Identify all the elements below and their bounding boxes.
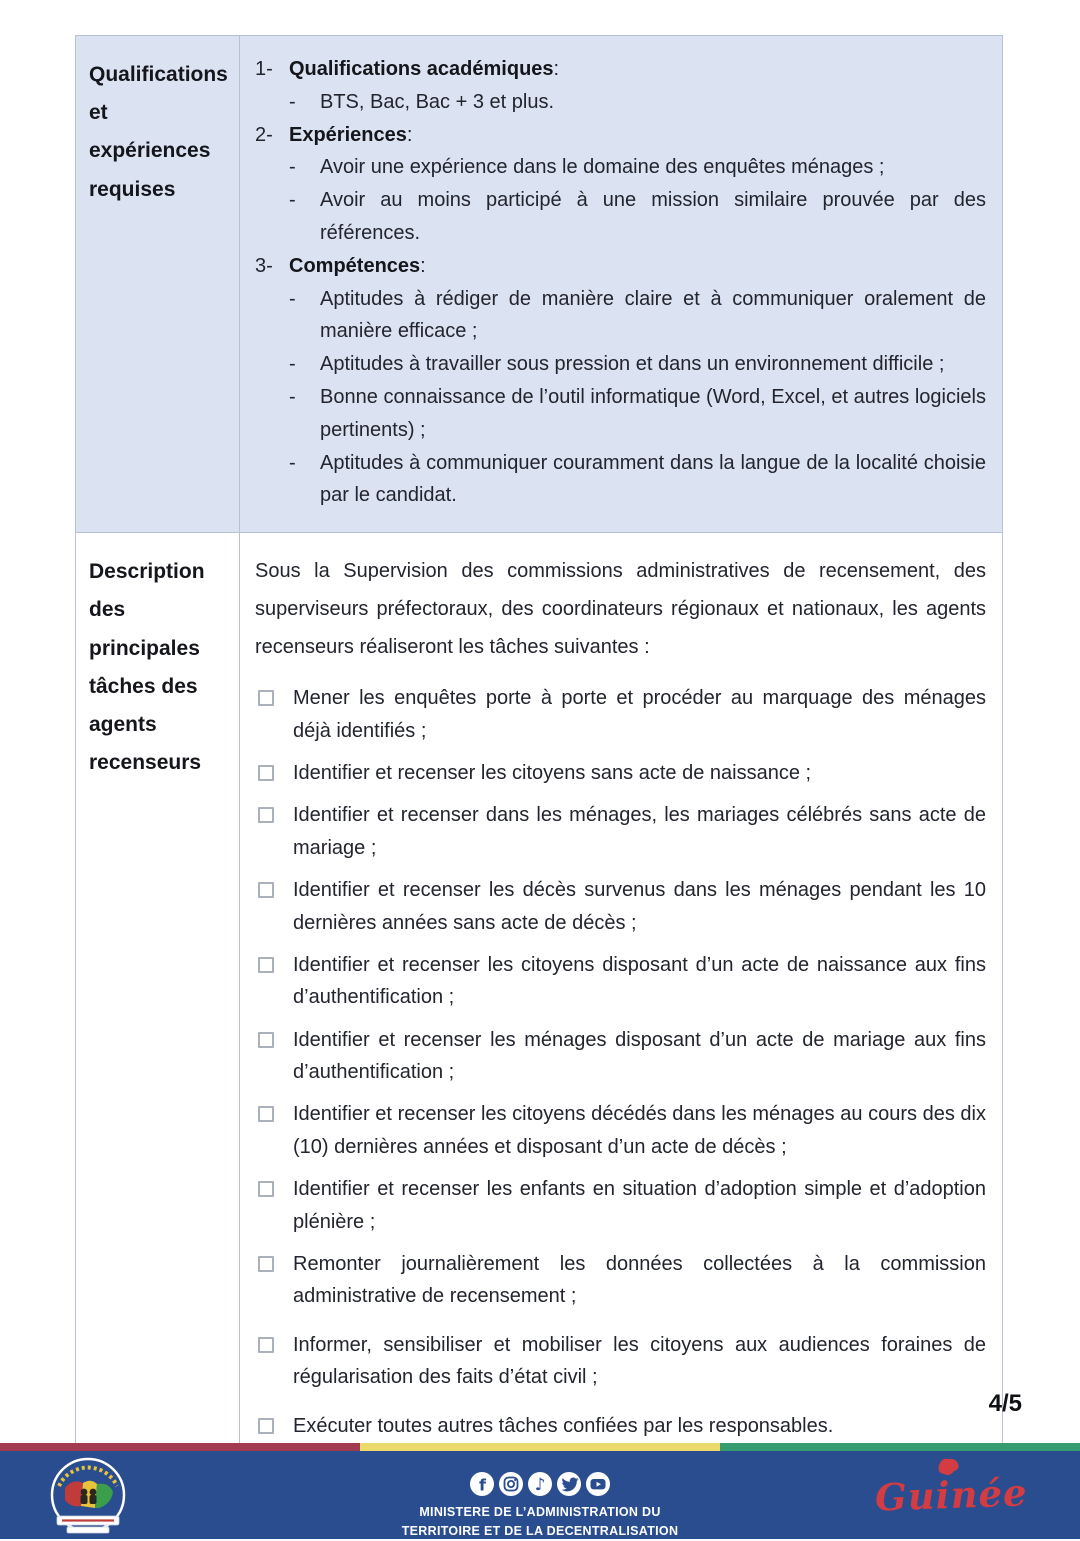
- tasks-intro-paragraph: Sous la Supervision des commissions administratives de recensement, des superviseurs préfectoraux, des coordinateurs régionaux et nationaux, les agents recenseurs réaliseront les tâches suivantes :: [255, 560, 986, 659]
- task-item-text: Informer, sensibiliser et mobiliser les citoyens aux audiences foraines de régularisation des faits d’état civil ;: [293, 1333, 986, 1389]
- section-heading: [255, 119, 986, 152]
- checkbox-bullet-icon: [258, 1181, 274, 1197]
- tasks-list: [255, 682, 986, 1442]
- task-item: [255, 1329, 986, 1394]
- task-item-text: Identifier et recenser les enfants en situation d’adoption simple et d’adoption plénière ;: [293, 1178, 986, 1233]
- page-footer: [0, 1443, 1080, 1539]
- bullet-item-text: Aptitudes à rédiger de manière claire et à communiquer oralement de manière efficace ;: [320, 287, 986, 343]
- dash-bullet: -: [289, 287, 296, 310]
- section-title: Qualifications académiques: [289, 58, 554, 80]
- bullet-item: [255, 151, 986, 184]
- task-item-text: Remonter journalièrement les données collectées à la commission administrative de recensement ;: [293, 1253, 986, 1308]
- youtube-icon: [586, 1472, 610, 1496]
- bullet-item: [255, 184, 986, 250]
- dash-bullet: -: [289, 451, 296, 474]
- task-item: [255, 799, 986, 864]
- bullet-item: [255, 86, 986, 119]
- section-title-suffix: :: [420, 254, 426, 277]
- page-number: 4/5: [988, 1390, 1022, 1417]
- section-heading: [255, 53, 986, 86]
- footer-band: [0, 1451, 1080, 1539]
- recruitment-table: [75, 35, 1003, 1463]
- task-item: [255, 1024, 986, 1089]
- svg-text:f: f: [479, 1475, 486, 1495]
- ministry-name-line1: MINISTERE DE L’ADMINISTRATION DU: [419, 1505, 661, 1519]
- dash-bullet: -: [289, 90, 296, 113]
- task-item: [255, 1410, 986, 1442]
- instagram-icon: [499, 1472, 523, 1496]
- tiktok-icon: [528, 1472, 552, 1496]
- task-item: [255, 1098, 986, 1163]
- task-item-text: Mener les enquêtes porte à porte et procéder au marquage des ménages déjà identifiés ;: [293, 687, 986, 742]
- task-item: [255, 1248, 986, 1313]
- checkbox-bullet-icon: [258, 1418, 274, 1434]
- table-row: [76, 36, 1002, 533]
- checkbox-bullet-icon: [258, 807, 274, 823]
- bullet-item-text: Bonne connaissance de l’outil informatique (Word, Excel, et autres logiciels pertinents) ;: [320, 385, 986, 441]
- guinee-brand-logo: Guinée: [874, 1470, 1029, 1520]
- checkbox-bullet-icon: [258, 1337, 274, 1353]
- task-item: [255, 874, 986, 939]
- section-title-suffix: :: [406, 123, 413, 146]
- task-item: [255, 682, 986, 747]
- checkbox-bullet-icon: [258, 690, 274, 706]
- bullet-item: [255, 381, 986, 447]
- qualifications-content: [240, 36, 1002, 532]
- task-item: [255, 949, 986, 1014]
- bullet-item: [255, 447, 986, 513]
- checkbox-bullet-icon: [258, 1032, 274, 1048]
- checkbox-bullet-icon: [258, 1256, 274, 1272]
- checkbox-bullet-icon: [258, 882, 274, 898]
- table-row: [76, 533, 1002, 1462]
- section-heading: [255, 250, 986, 283]
- bullet-item: [255, 283, 986, 349]
- row-header-qualifications: Qualifications et expériences requises: [76, 36, 240, 532]
- task-item-text: Exécuter toutes autres tâches confiées par les responsables.: [293, 1414, 834, 1437]
- task-item-text: Identifier et recenser les citoyens disposant d’un acte de naissance aux fins d’authentification ;: [293, 953, 986, 1009]
- section-number: 1-: [255, 58, 273, 80]
- task-item-text: Identifier et recenser les décès survenus dans les ménages pendant les 10 dernières années sans acte de décès ;: [293, 879, 986, 934]
- stripe-yellow: [360, 1443, 720, 1451]
- facebook-icon: [470, 1472, 494, 1496]
- flag-stripes: [0, 1443, 1080, 1451]
- task-item-text: Identifier et recenser les ménages disposant d’un acte de mariage aux fins d’authentification ;: [293, 1028, 986, 1084]
- bullet-item-text: Avoir une expérience dans le domaine des enquêtes ménages ;: [320, 156, 885, 179]
- task-item-text: Identifier et recenser les citoyens décédés dans les ménages au cours des dix (10) dernières années et disposant d’un acte de décès ;: [293, 1103, 986, 1158]
- bullet-item-text: Aptitudes à communiquer couramment dans la langue de la localité choisie par le candidat.: [320, 451, 986, 507]
- bullet-item-text: BTS, Bac, Bac + 3 et plus.: [320, 90, 555, 113]
- twitter-icon: [557, 1472, 581, 1496]
- task-item-text: Identifier et recenser dans les ménages, les mariages célébrés sans acte de mariage ;: [293, 804, 986, 859]
- bullet-item-text: Avoir au moins participé à une mission similaire prouvée par des références.: [320, 189, 986, 244]
- checkbox-bullet-icon: [258, 957, 274, 973]
- row-header-tasks: Description des principales tâches des agents recenseurs: [76, 533, 240, 1462]
- ministry-name-line2: TERRITOIRE ET DE LA DECENTRALISATION: [401, 1523, 679, 1538]
- checkbox-bullet-icon: [258, 1106, 274, 1122]
- dash-bullet: -: [289, 385, 296, 408]
- section-number: 2-: [255, 123, 273, 146]
- task-item: [255, 757, 986, 789]
- section-title: Compétences: [289, 254, 421, 277]
- bullet-item: [255, 348, 986, 381]
- section-number: 3-: [255, 254, 273, 277]
- dash-bullet: -: [289, 353, 296, 376]
- tasks-content: [240, 533, 1002, 1462]
- dash-bullet: -: [289, 189, 296, 212]
- task-item: [255, 1173, 986, 1238]
- checkbox-bullet-icon: [258, 765, 274, 781]
- task-item-text: Identifier et recenser les citoyens sans acte de naissance ;: [293, 761, 812, 784]
- bullet-item-text: Aptitudes à travailler sous pression et dans un environnement difficile ;: [320, 353, 945, 376]
- section-title-suffix: :: [553, 58, 560, 80]
- stripe-red: [0, 1443, 360, 1451]
- svg-text:♪: ♪: [534, 1475, 546, 1495]
- section-title: Expériences: [289, 123, 407, 146]
- stripe-green: [720, 1443, 1080, 1451]
- dash-bullet: -: [289, 156, 296, 179]
